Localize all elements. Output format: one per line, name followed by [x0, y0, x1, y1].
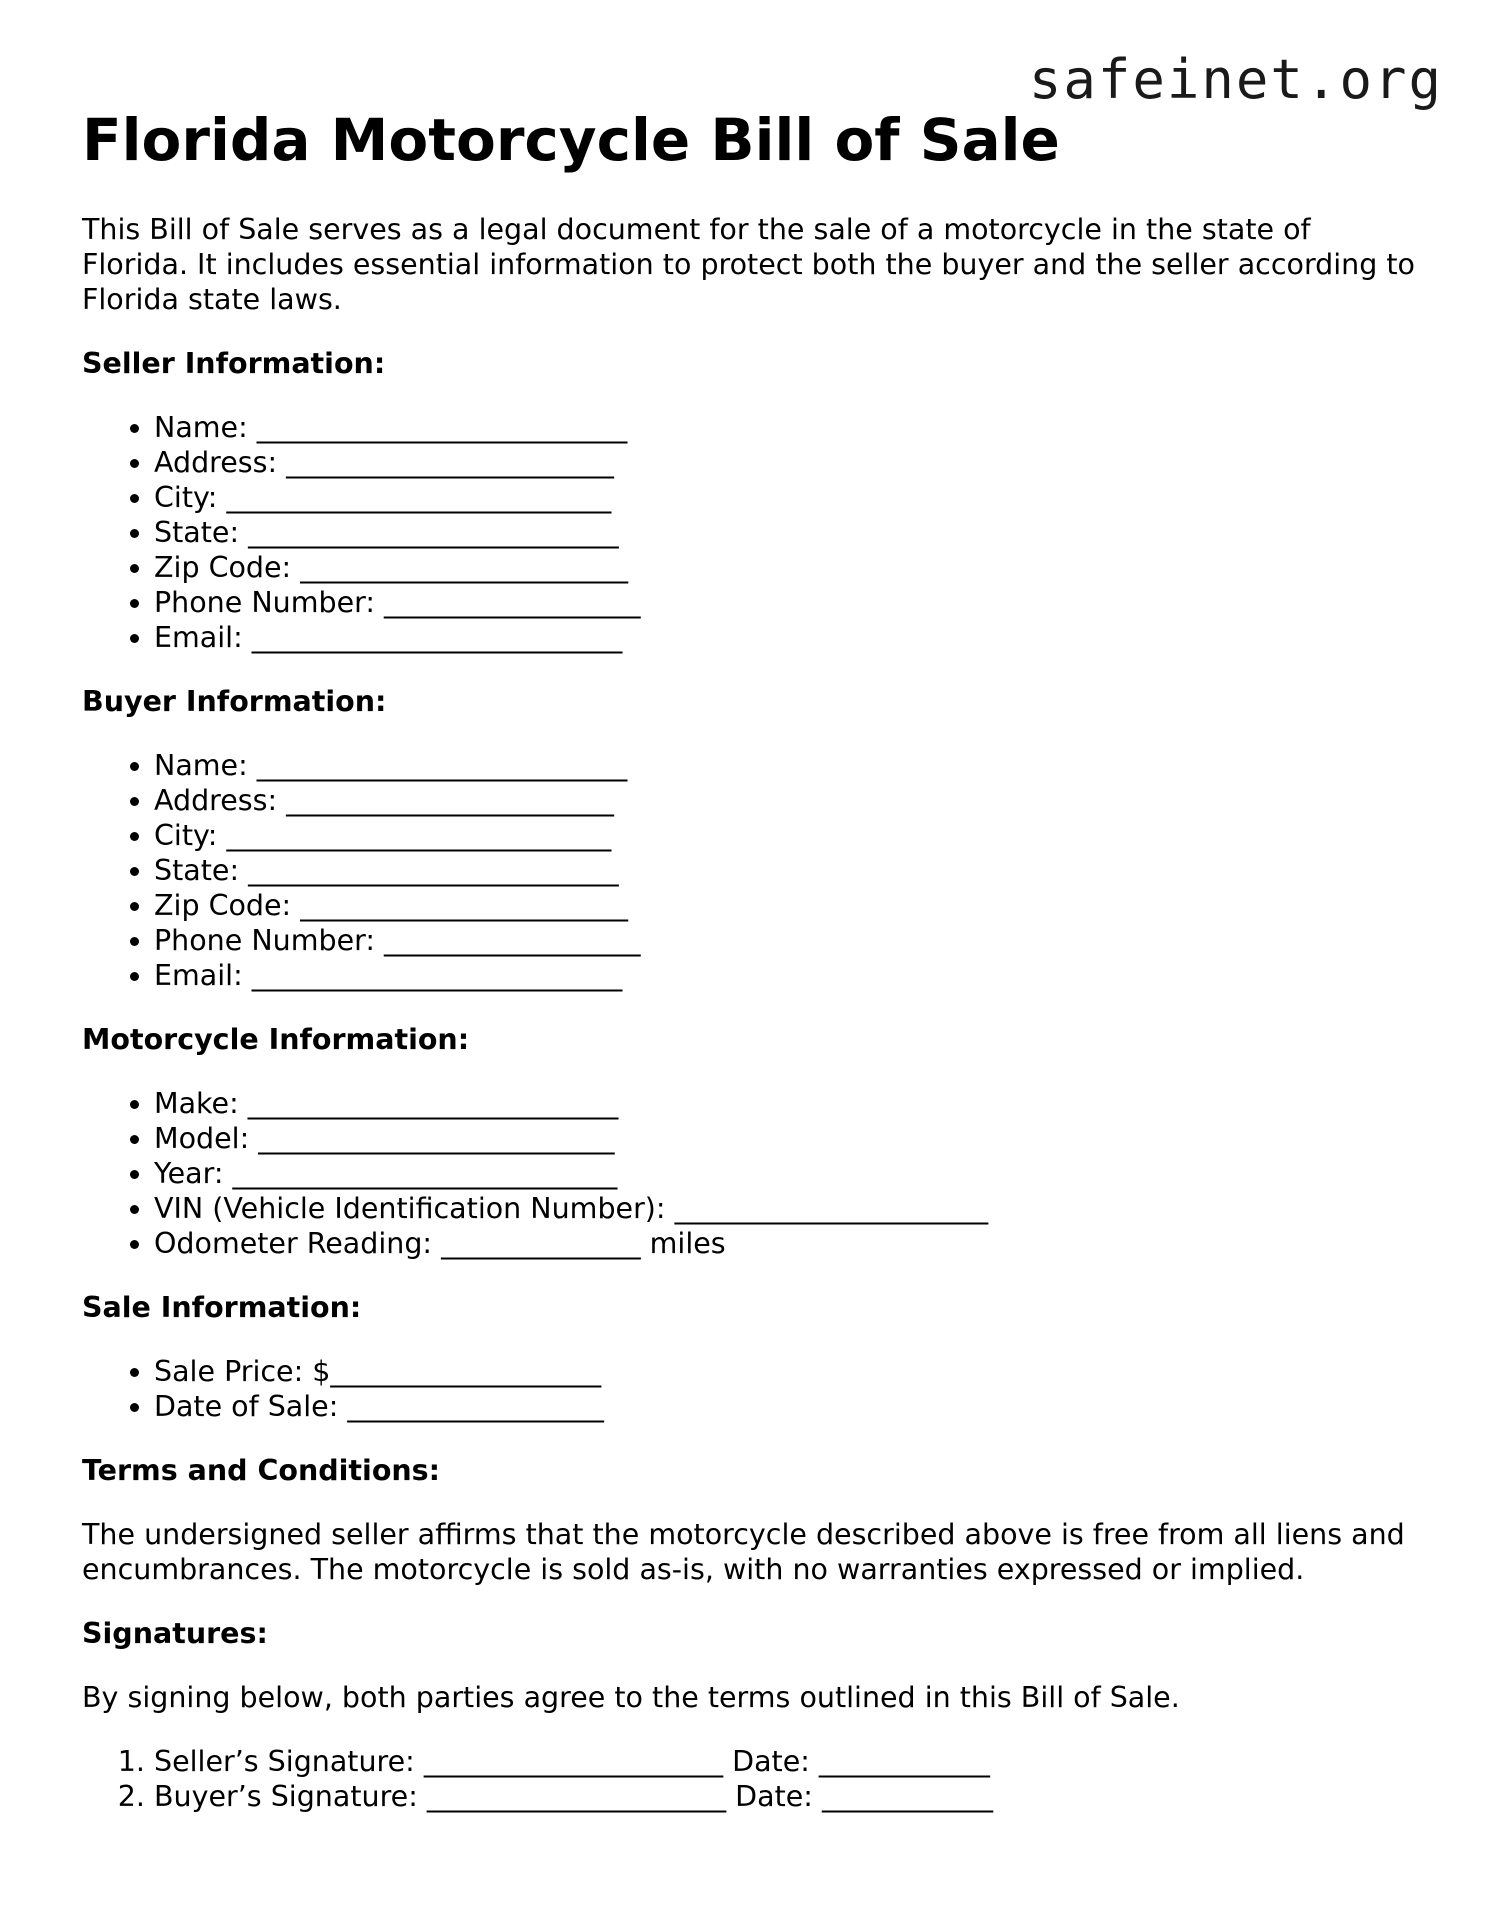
- make-field[interactable]: • Make: __________________________: [154, 1086, 1422, 1121]
- motorcycle-field-list: [82, 1086, 1422, 1261]
- buyer-city-field[interactable]: • City: ___________________________: [154, 818, 1422, 853]
- buyer-zip-field[interactable]: • Zip Code: _______________________: [154, 888, 1422, 923]
- buyer-heading: Buyer Information:: [82, 685, 387, 718]
- seller-email-field[interactable]: • Email: __________________________: [154, 620, 1422, 655]
- terms-paragraph: The undersigned seller affirms that the motorcycle described above is free from all liens and encumbrances. The motorcycle is sold as-is, with no warranties expressed or implied.: [82, 1518, 1405, 1586]
- sale-price-field[interactable]: • Sale Price: $___________________: [154, 1354, 1422, 1389]
- buyer-field-list: [82, 748, 1422, 993]
- document-title: Florida Motorcycle Bill of Sale: [82, 106, 1060, 174]
- seller-zip-field[interactable]: • Zip Code: _______________________: [154, 550, 1422, 585]
- seller-phone-field[interactable]: • Phone Number: __________________: [154, 585, 1422, 620]
- seller-address-field[interactable]: • Address: _______________________: [154, 445, 1422, 480]
- seller-name-field[interactable]: • Name: __________________________: [154, 410, 1422, 445]
- signature-list: [82, 1744, 1422, 1814]
- buyer-signature-line[interactable]: 2. Buyer’s Signature: _____________________ Date: ____________: [154, 1779, 1422, 1814]
- sale-date-field[interactable]: • Date of Sale: __________________: [154, 1389, 1422, 1424]
- sale-heading: Sale Information:: [82, 1291, 362, 1324]
- buyer-name-field[interactable]: • Name: __________________________: [154, 748, 1422, 783]
- intro-paragraph: This Bill of Sale serves as a legal document for the sale of a motorcycle in the state of Florida. It includes essential information to protect both the buyer and the seller according to Florida state laws.: [82, 213, 1415, 316]
- seller-field-list: [82, 410, 1422, 655]
- seller-signature-line[interactable]: 1. Seller’s Signature: _____________________ Date: ____________: [154, 1744, 1422, 1779]
- sale-field-list: [82, 1354, 1422, 1424]
- buyer-email-field[interactable]: • Email: __________________________: [154, 958, 1422, 993]
- signatures-paragraph: By signing below, both parties agree to the terms outlined in this Bill of Sale.: [82, 1681, 1180, 1714]
- seller-heading: Seller Information:: [82, 347, 386, 380]
- model-field[interactable]: • Model: _________________________: [154, 1121, 1422, 1156]
- buyer-address-field[interactable]: • Address: _______________________: [154, 783, 1422, 818]
- motorcycle-heading: Motorcycle Information:: [82, 1023, 470, 1056]
- buyer-state-field[interactable]: • State: __________________________: [154, 853, 1422, 888]
- vin-field[interactable]: • VIN (Vehicle Identification Number): ______________________: [154, 1191, 1422, 1226]
- terms-heading: Terms and Conditions:: [82, 1454, 441, 1487]
- buyer-phone-field[interactable]: • Phone Number: __________________: [154, 923, 1422, 958]
- year-field[interactable]: • Year: ___________________________: [154, 1156, 1422, 1191]
- seller-city-field[interactable]: • City: ___________________________: [154, 480, 1422, 515]
- odometer-field[interactable]: • Odometer Reading: ______________ miles: [154, 1226, 1422, 1261]
- document-page: [82, 100, 1422, 1814]
- watermark: safeinet.org: [1028, 48, 1443, 111]
- seller-state-field[interactable]: • State: __________________________: [154, 515, 1422, 550]
- signatures-heading: Signatures:: [82, 1617, 268, 1650]
